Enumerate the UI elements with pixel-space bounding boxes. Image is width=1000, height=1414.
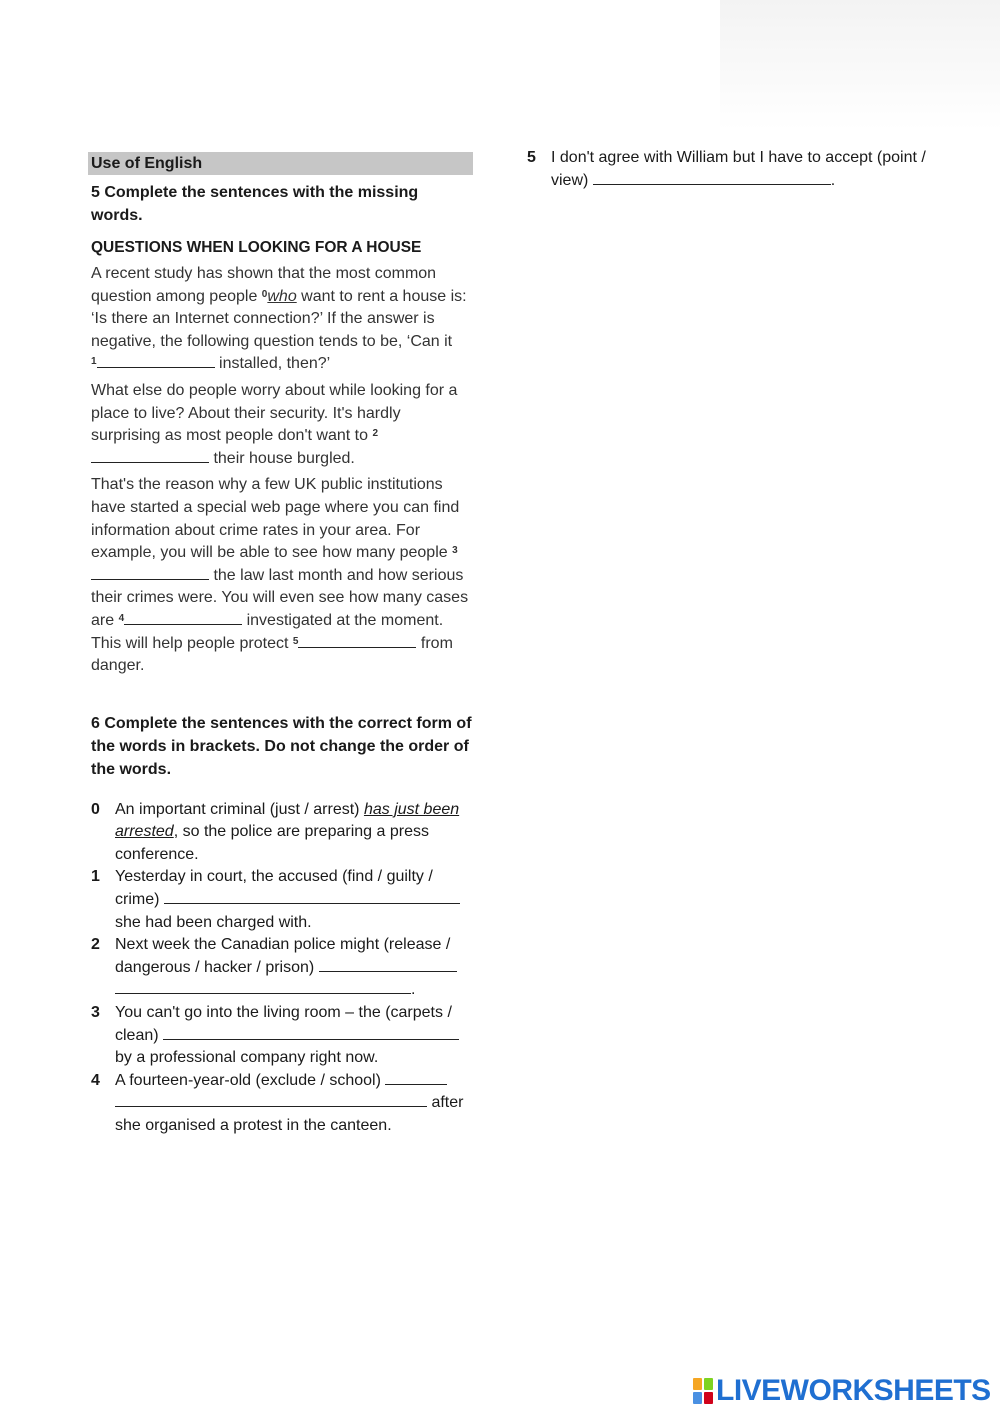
liveworksheets-logo-icon <box>693 1378 713 1404</box>
exercise-6-items <box>91 799 473 1138</box>
list-item: 4 A fourteen-year-old (exclude / school) after she organised a protest in the canteen. <box>91 1071 464 1134</box>
liveworksheets-logo <box>693 1374 991 1408</box>
gap-number-2: 2 <box>372 428 378 440</box>
item-2-input[interactable] <box>319 957 457 972</box>
list-item: 5 I don't agree with William but I have to accept (point / view) . <box>527 149 926 189</box>
example-answer: has just been arrested <box>115 800 460 841</box>
right-column <box>527 147 927 192</box>
exercise-6-instruction: 6 Complete the sentences with the correct form of the words in brackets. Do not change the order of the words. <box>91 714 472 778</box>
item-3-input[interactable] <box>163 1025 459 1040</box>
item-1-input[interactable] <box>164 889 460 904</box>
list-item: 0 An important criminal (just / arrest) has just been arrested, so the police are preparing a press conference. <box>91 800 460 863</box>
gap-number-1: 1 <box>91 356 97 368</box>
gap-4-input[interactable] <box>124 610 242 625</box>
exercise-5-subheading: QUESTIONS WHEN LOOKING FOR A HOUSE <box>91 239 422 256</box>
liveworksheets-logo-text: LIVEWORKSHEETS <box>716 1374 991 1407</box>
left-column <box>88 152 473 1138</box>
list-item: 3 You can't go into the living room – the (carpets / clean) by a professional company right now. <box>91 1002 473 1070</box>
gap-number-0: 0 <box>261 288 268 300</box>
section-title: Use of English <box>88 152 473 175</box>
exercise-5-instruction: 5 Complete the sentences with the missing words. <box>91 184 419 224</box>
paragraph-2: What else do people worry about while looking for a place to live? About their security. It's hardly surprising as most people don't want to $^2$ their house burgled. <box>91 381 458 467</box>
item-4-input-line-2[interactable] <box>115 1092 427 1107</box>
gap-3-input[interactable] <box>91 565 209 580</box>
top-shading <box>720 0 1000 130</box>
gap-number-3: 3 <box>452 545 458 557</box>
item-5-input[interactable] <box>593 170 831 185</box>
example-answer-0: who <box>267 287 297 305</box>
gap-1-input[interactable] <box>97 353 215 368</box>
list-item: 1 Yesterday in court, the accused (find / guilty / crime) she had been charged with. <box>91 866 473 934</box>
gap-5-input[interactable] <box>298 633 416 648</box>
item-4-input[interactable] <box>385 1070 447 1085</box>
list-item: 2 Next week the Canadian police might (release / dangerous / hacker / prison) . <box>91 934 473 1002</box>
gap-number-5: 5 <box>292 635 299 647</box>
gap-number-4: 4 <box>118 612 125 624</box>
paragraph-1: A recent study has shown that the most common question among people $^0$who want to rent a house is: ‘Is there an Internet connection?’ If the answer is negative, the following question tends to be, ‘Can it $^1$ installed, then?’ <box>91 265 467 373</box>
paragraph-3: That's the reason why a few UK public institutions have started a special web page where you can find information about crime rates in your area. For example, you will be able to see how many people $^3$ the law last month and how serious their crimes were. You will even see how many cases are $^4$ investigated at the moment. This will help people protect $^5$ from danger. <box>91 476 469 675</box>
item-2-input-line-2[interactable] <box>115 979 411 994</box>
gap-2-input[interactable] <box>91 448 209 463</box>
